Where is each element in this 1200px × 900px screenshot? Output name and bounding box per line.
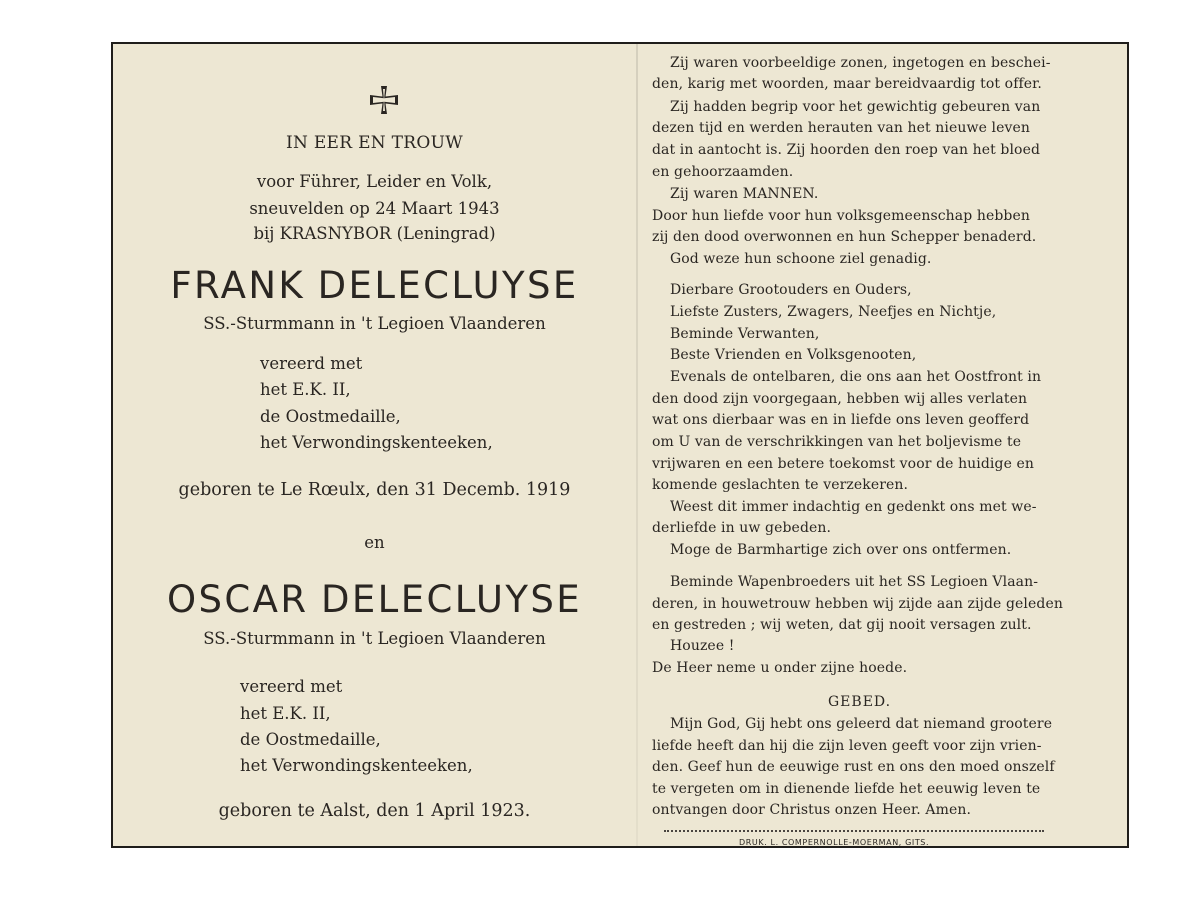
death-date-line: sneuvelden op 24 Maart 1943 <box>249 199 500 218</box>
text-line: te vergeten om in dienende liefde het eeuwig leven te <box>652 781 1041 797</box>
printer-credit: DRUK. L. COMPERNOLLE-MOERMAN, GITS. <box>739 838 930 847</box>
text-line: Houzee ! <box>670 638 735 654</box>
text-line: den dood zijn voorgegaan, hebben wij alles verlaten <box>652 391 1028 407</box>
person1-first-name: FRANK <box>170 264 306 307</box>
text-line: wat ons dierbaar was en in liefde ons leven geofferd <box>652 412 1030 428</box>
person1-honors-intro: vereerd met <box>260 354 363 373</box>
text-line: God weze hun schoone ziel genadig. <box>670 251 932 267</box>
text-line: Beminde Verwanten, <box>670 326 820 342</box>
text-line: Evenals de ontelbaren, die ons aan het Oostfront in <box>670 369 1042 385</box>
prayer-title: GEBED. <box>828 694 892 710</box>
text-line: Zij waren voorbeeldige zonen, ingetogen en beschei- <box>670 55 1051 71</box>
person1-last-name: DELECLUYSE <box>317 264 579 307</box>
text-line: Zij waren MANNEN. <box>670 186 819 202</box>
right-page <box>639 44 1129 846</box>
conjunction: en <box>364 533 385 552</box>
dotted-rule <box>664 830 1044 832</box>
iron-cross-icon <box>368 84 400 116</box>
text-line: Door hun liefde voor hun volksgemeenschap hebben <box>652 208 1030 224</box>
person1-honor: het E.K. II, <box>260 380 351 399</box>
person1-rank: SS.-Sturmmann in 't Legioen Vlaanderen <box>203 314 546 333</box>
text-line: Mijn God, Gij hebt ons geleerd dat niemand grootere <box>670 716 1053 732</box>
dedication-header: IN EER EN TROUW <box>285 133 464 153</box>
text-line: Dierbare Grootouders en Ouders, <box>670 282 912 298</box>
person1-birth: geboren te Le Rœulx, den 31 Decemb. 1919 <box>178 480 571 500</box>
text-line: derliefde in uw gebeden. <box>652 520 832 536</box>
text-line: Zij hadden begrip voor het gewichtig gebeuren van <box>670 99 1041 115</box>
text-line: en gestreden ; wij weten, dat gij nooit versagen zult. <box>652 617 1032 633</box>
text-line: ontvangen door Christus onzen Heer. Amen. <box>652 802 972 818</box>
card-fold <box>636 44 638 846</box>
text-line: De Heer neme u onder zijne hoede. <box>652 660 908 676</box>
person2-honors-intro: vereerd met <box>240 677 343 696</box>
person2-name <box>113 578 636 621</box>
death-place-line: bij KRASNYBOR (Leningrad) <box>253 224 496 243</box>
person1-name <box>113 264 636 307</box>
text-line: den, karig met woorden, maar bereidvaardig tot offer. <box>652 76 1042 92</box>
person1-honor: de Oostmedaille, <box>260 407 401 426</box>
person2-honor: het Verwondingskenteeken, <box>240 756 473 775</box>
text-line: dezen tijd en werden herauten van het nieuwe leven <box>652 120 1030 136</box>
text-line: komende geslachten te verzekeren. <box>652 477 909 493</box>
text-line: en gehoorzaamden. <box>652 164 794 180</box>
person2-honor: het E.K. II, <box>240 704 331 723</box>
text-line: deren, in houwetrouw hebben wij zijde aan zijde geleden <box>652 596 1063 612</box>
dedication-line: voor Führer, Leider en Volk, <box>256 172 493 191</box>
person2-last-name: DELECLUYSE <box>321 578 583 621</box>
person1-honor: het Verwondingskenteeken, <box>260 433 493 452</box>
left-page <box>113 44 636 846</box>
person2-rank: SS.-Sturmmann in 't Legioen Vlaanderen <box>203 629 546 648</box>
text-line: den. Geef hun de eeuwige rust en ons den moed onszelf <box>652 759 1055 775</box>
text-line: Beminde Wapenbroeders uit het SS Legioen Vlaan- <box>670 574 1039 590</box>
memorial-card <box>111 42 1129 848</box>
text-line: vrijwaren en een betere toekomst voor de huidige en <box>652 456 1035 472</box>
person2-birth: geboren te Aalst, den 1 April 1923. <box>218 801 531 821</box>
text-line: zij den dood overwonnen en hun Schepper benaderd. <box>652 229 1037 245</box>
text-line: Liefste Zusters, Zwagers, Neefjes en Nichtje, <box>670 304 997 320</box>
person2-honor: de Oostmedaille, <box>240 730 381 749</box>
text-line: Beste Vrienden en Volksgenooten, <box>670 347 917 363</box>
text-line: dat in aantocht is. Zij hoorden den roep van het bloed <box>652 142 1041 158</box>
text-line: Moge de Barmhartige zich over ons ontfermen. <box>670 542 1012 558</box>
text-line: om U van de verschrikkingen van het boljevisme te <box>652 434 1022 450</box>
text-line: liefde heeft dan hij die zijn leven geeft voor zijn vrien- <box>652 738 1042 754</box>
person2-first-name: OSCAR <box>166 578 309 621</box>
text-line: Weest dit immer indachtig en gedenkt ons met we- <box>670 499 1037 515</box>
